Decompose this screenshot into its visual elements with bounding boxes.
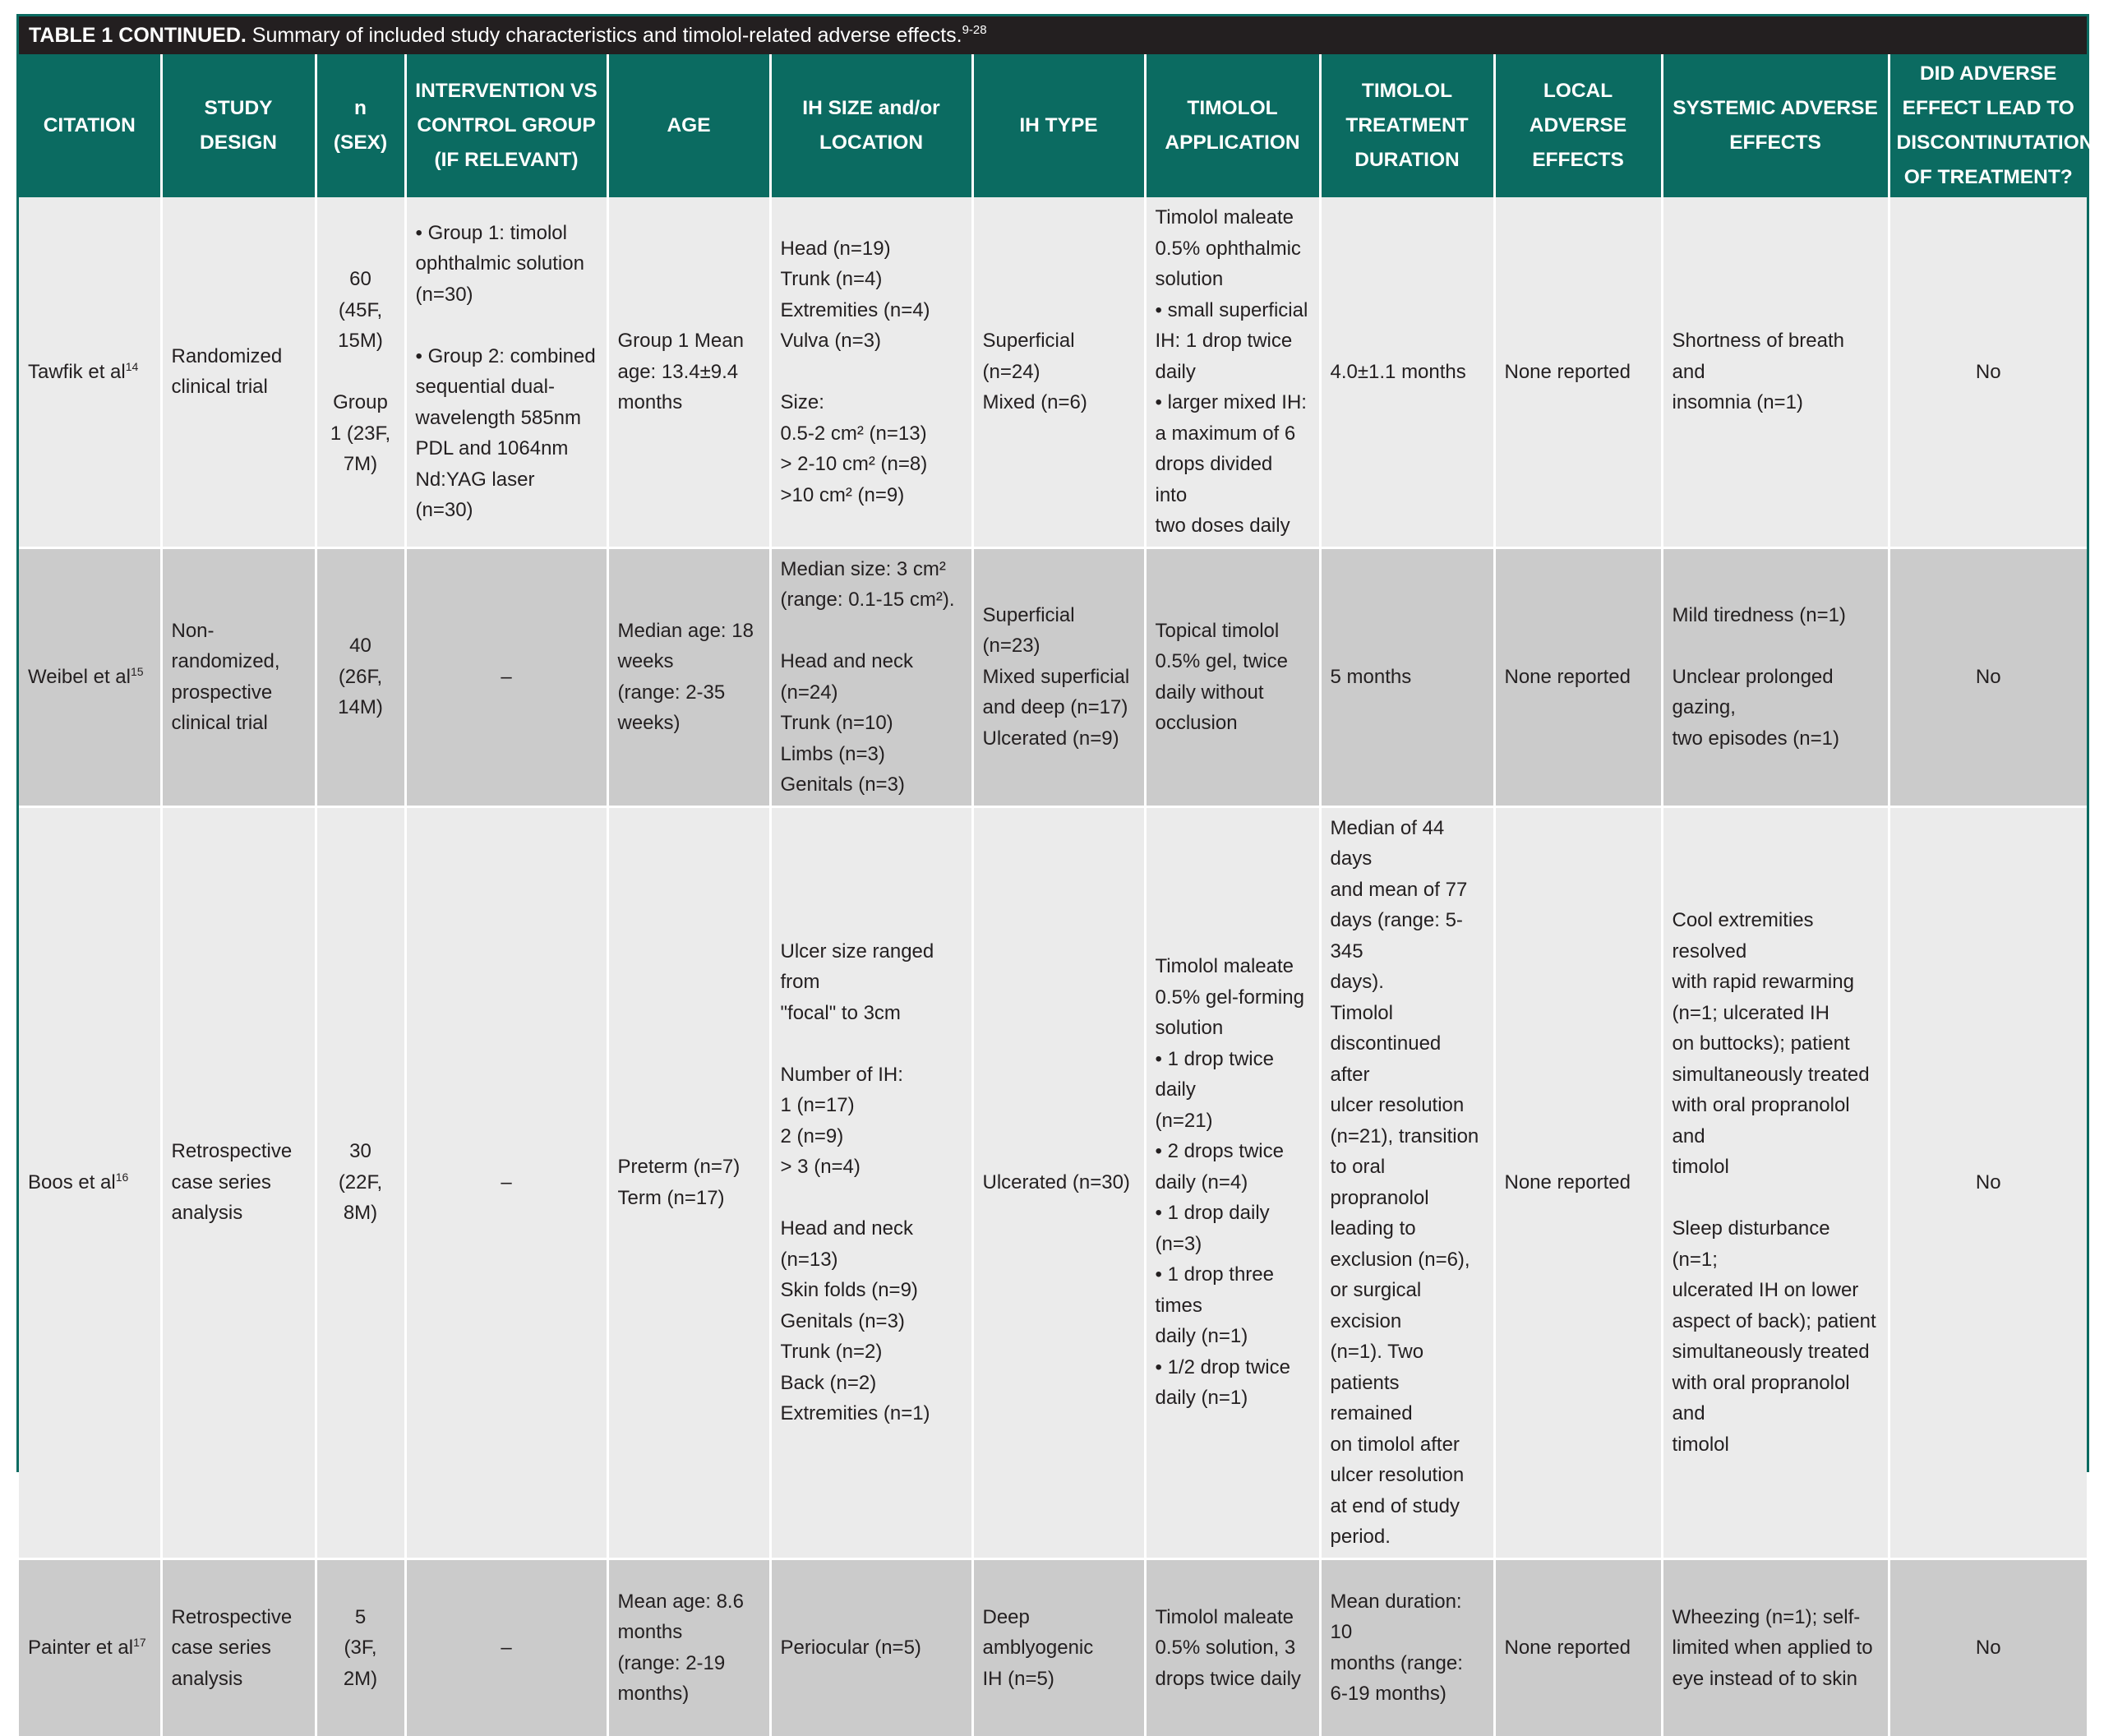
cell-discontinuation: No (1889, 1558, 2087, 1736)
cell-discontinuation: No (1889, 547, 2087, 806)
caption-refs: 9-28 (962, 23, 987, 37)
col-header-discontinuation: DID ADVERSE EFFECT LEAD TO DISCONTINUTATION OF TREATMENT? (1889, 54, 2087, 197)
citation-text: Weibel et al (28, 665, 131, 688)
cell-treatment-duration: 4.0±1.1 months (1320, 197, 1494, 547)
col-header-age: AGE (607, 54, 770, 197)
citation-text: Tawfik et al (28, 360, 126, 383)
cell-n-sex: 40 (26F, 14M) (316, 547, 405, 806)
cell-systemic-adverse: Mild tiredness (n=1) Unclear prolonged gazing, two episodes (n=1) (1662, 547, 1889, 806)
citation-text: Boos et al (28, 1170, 116, 1194)
table-row (19, 197, 2087, 547)
table-row (19, 1558, 2087, 1736)
cell-treatment-duration: Mean duration: 10 months (range: 6-19 months) (1320, 1558, 1494, 1736)
study-table (19, 54, 2094, 1736)
cell-age: Median age: 18 weeks (range: 2-35 weeks) (607, 547, 770, 806)
table-frame (16, 14, 2094, 1706)
cell-age: Preterm (n=7) Term (n=17) (607, 806, 770, 1558)
cell-local-adverse: None reported (1494, 197, 1662, 547)
cell-age: Group 1 Mean age: 13.4±9.4 months (607, 197, 770, 547)
cell-ih-type: Superficial (n=24) Mixed (n=6) (972, 197, 1145, 547)
cell-systemic-adverse: Wheezing (n=1); self- limited when applied to eye instead of to skin (1662, 1558, 1889, 1736)
cell-age: Mean age: 8.6 months (range: 2-19 months) (607, 1558, 770, 1736)
cell-local-adverse: None reported (1494, 806, 1662, 1558)
cell-ih-type: Superficial (n=23) Mixed superficial and deep (n=17) Ulcerated (n=9) (972, 547, 1145, 806)
caption-lead: TABLE 1 CONTINUED. (29, 24, 247, 47)
cell-ih-type: Deep amblyogenic IH (n=5) (972, 1558, 1145, 1736)
col-header-systemic-adverse: SYSTEMIC ADVERSE EFFECTS (1662, 54, 1889, 197)
cell-ih-size-location: Head (n=19) Trunk (n=4) Extremities (n=4) Vulva (n=3) Size: 0.5-2 cm² (n=13) > 2-10 cm² (n=8) >10 cm² (n=9) (770, 197, 972, 547)
cell-citation (19, 547, 161, 806)
cell-study-design: Retrospective case series analysis (161, 1558, 316, 1736)
cell-intervention: – (405, 547, 607, 806)
col-header-timolol-application: TIMOLOL APPLICATION (1145, 54, 1320, 197)
col-header-ih-type: IH TYPE (972, 54, 1145, 197)
cell-citation (19, 197, 161, 547)
cell-systemic-adverse: Shortness of breath and insomnia (n=1) (1662, 197, 1889, 547)
cell-ih-size-location: Median size: 3 cm² (range: 0.1-15 cm²). Head and neck (n=24) Trunk (n=10) Limbs (n=3) Genitals (n=3) (770, 547, 972, 806)
cell-discontinuation: No (1889, 806, 2087, 1558)
cell-local-adverse: None reported (1494, 1558, 1662, 1736)
col-header-n-sex: n (SEX) (316, 54, 405, 197)
cell-timolol-application: Timolol maleate 0.5% ophthalmic solution • small superficial IH: 1 drop twice daily • larger mixed IH: a maximum of 6 drops divided into two doses daily (1145, 197, 1320, 547)
cell-treatment-duration: 5 months (1320, 547, 1494, 806)
table-row (19, 547, 2087, 806)
col-header-citation: CITATION (19, 54, 161, 197)
cell-study-design: Randomized clinical trial (161, 197, 316, 547)
citation-ref: 17 (133, 1636, 146, 1649)
cell-timolol-application: Timolol maleate 0.5% gel-forming solution • 1 drop twice daily (n=21) • 2 drops twice daily (n=4) • 1 drop daily (n=3) • 1 drop three times daily (n=1) • 1/2 drop twice daily (n=1) (1145, 806, 1320, 1558)
col-header-ih-size-location: IH SIZE and/or LOCATION (770, 54, 972, 197)
cell-n-sex: 30 (22F, 8M) (316, 806, 405, 1558)
citation-ref: 14 (125, 359, 139, 373)
table-caption (19, 16, 2087, 54)
header-row (19, 54, 2087, 197)
citation-ref: 15 (130, 664, 144, 678)
cell-systemic-adverse: Cool extremities resolved with rapid rewarming (n=1; ulcerated IH on buttocks); patient simultaneously treated with oral propranolol and timolol Sleep disturbance (n=1; ulcerated IH on lower aspect of back); patient simultaneously treated with oral propranolol and timolol (1662, 806, 1889, 1558)
cell-ih-size-location: Periocular (n=5) (770, 1558, 972, 1736)
cell-study-design: Retrospective case series analysis (161, 806, 316, 1558)
cell-n-sex: 60 (45F, 15M) Group 1 (23F, 7M) (316, 197, 405, 547)
cell-intervention: – (405, 1558, 607, 1736)
cell-ih-size-location: Ulcer size ranged from "focal" to 3cm Number of IH: 1 (n=17) 2 (n=9) > 3 (n=4) Head and neck (n=13) Skin folds (n=9) Genitals (n=3) Trunk (n=2) Back (n=2) Extremities (n=1) (770, 806, 972, 1558)
cell-study-design: Non- randomized, prospective clinical trial (161, 547, 316, 806)
table-row (19, 806, 2087, 1558)
cell-timolol-application: Topical timolol 0.5% gel, twice daily without occlusion (1145, 547, 1320, 806)
citation-ref: 16 (115, 1170, 129, 1184)
col-header-treatment-duration: TIMOLOL TREATMENT DURATION (1320, 54, 1494, 197)
cell-treatment-duration: Median of 44 days and mean of 77 days (range: 5-345 days). Timolol discontinued after ulcer resolution (n=21), transition to oral propranolol leading to exclusion (n=6), or surgical excision (n=1). Two patients remained on timolol after ulcer resolution at end of study period. (1320, 806, 1494, 1558)
col-header-intervention: INTERVENTION VS CONTROL GROUP (IF RELEVANT) (405, 54, 607, 197)
cell-local-adverse: None reported (1494, 547, 1662, 806)
cell-ih-type: Ulcerated (n=30) (972, 806, 1145, 1558)
citation-text: Painter et al (28, 1637, 134, 1659)
caption-text: Summary of included study characteristics and timolol-related adverse effects. (246, 24, 962, 47)
col-header-study-design: STUDY DESIGN (161, 54, 316, 197)
cell-intervention: • Group 1: timolol ophthalmic solution (n=30) • Group 2: combined sequential dual- wavelength 585nm PDL and 1064nm Nd:YAG laser (n=30) (405, 197, 607, 547)
cell-n-sex: 5 (3F, 2M) (316, 1558, 405, 1736)
cell-timolol-application: Timolol maleate 0.5% solution, 3 drops twice daily (1145, 1558, 1320, 1736)
cell-discontinuation: No (1889, 197, 2087, 547)
cell-citation (19, 1558, 161, 1736)
col-header-local-adverse: LOCAL ADVERSE EFFECTS (1494, 54, 1662, 197)
cell-citation (19, 806, 161, 1558)
cell-intervention: – (405, 806, 607, 1558)
